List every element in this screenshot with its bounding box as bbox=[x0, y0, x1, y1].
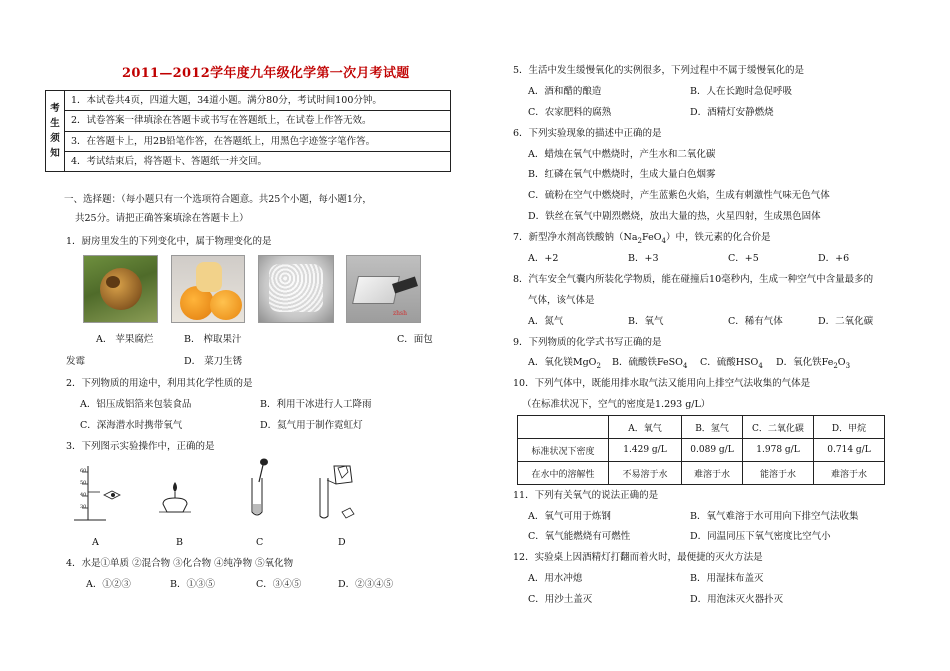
q9-subscript: 2 bbox=[833, 361, 838, 370]
question-10-stem: 10．下列气体中，既能用排水取气法又能用向上排空气法收集的气体是 bbox=[513, 378, 811, 389]
question-12-option-c: C．用沙土盖灭 bbox=[528, 594, 593, 605]
table-cell: 0.714 g/L bbox=[814, 439, 885, 462]
graduated-cylinder-figure bbox=[70, 462, 130, 524]
table-cell: 难溶于水 bbox=[814, 462, 885, 485]
question-5-stem: 5．生活中发生缓慢氧化的实例很多，下列过程中不属于缓慢氧化的是 bbox=[513, 65, 805, 76]
question-9-option-a bbox=[528, 356, 601, 373]
question-11-option-d: D．同温同压下氧气密度比空气小 bbox=[690, 531, 831, 542]
q7-stem-text: ）中，铁元素的化合价是 bbox=[665, 232, 771, 243]
q9-subscript: 4 bbox=[682, 361, 688, 370]
question-12-option-b: B．用湿抹布盖灭 bbox=[690, 573, 764, 584]
question-9-option-b bbox=[612, 356, 687, 373]
q7-subscript: 2 bbox=[637, 236, 642, 245]
table-cell: 标准状况下密度 bbox=[518, 439, 609, 462]
question-1-option-c: C．面包 bbox=[397, 334, 433, 345]
question-5-option-d: D．酒精灯安静燃烧 bbox=[690, 107, 774, 118]
question-1-option-d: D． 菜刀生锈 bbox=[184, 356, 243, 367]
question-5-option-b: B．人在长跑时急促呼吸 bbox=[690, 86, 792, 97]
question-1-option-c-cont: 发霉 bbox=[66, 356, 86, 367]
cylinder-tick-label: 30 bbox=[80, 504, 87, 510]
q9-subscript: 2 bbox=[596, 361, 601, 370]
table-cell: 0.089 g/L bbox=[682, 439, 743, 462]
q9-formula: O bbox=[837, 357, 846, 368]
juicing-image bbox=[171, 255, 245, 323]
question-4-stem: 4．水是①单质 ②混合物 ③化合物 ④纯净物 ⑤氧化物 bbox=[66, 558, 294, 569]
question-9-stem: 9．下列物质的化学式书写正确的是 bbox=[513, 337, 662, 348]
question-11-option-b: B．氧气难溶于水可用向下排空气法收集 bbox=[690, 511, 859, 522]
table-header-cell: C．二氧化碳 bbox=[743, 416, 814, 439]
question-11-stem: 11．下列有关氧气的说法正确的是 bbox=[513, 490, 659, 501]
question-8-option-a: A．氮气 bbox=[528, 316, 564, 327]
question-11-option-a: A．氧气可用于炼钢 bbox=[528, 511, 611, 522]
notice-label-char: 知 bbox=[50, 148, 60, 159]
table-cell: 在水中的溶解性 bbox=[518, 462, 609, 485]
question-4-option-d: D．②③④⑤ bbox=[338, 579, 394, 590]
question-11-option-c: C．氧气能燃烧有可燃性 bbox=[528, 531, 631, 542]
exam-notice-box bbox=[45, 90, 451, 172]
question-6-option-b: B．红磷在氧气中燃烧时，生成大量白色烟雾 bbox=[528, 169, 716, 180]
q9-option-text: C．硫酸HSO bbox=[700, 357, 759, 368]
gas-properties-table bbox=[517, 415, 885, 485]
question-6-option-a: A．蜡烛在氧气中燃烧时，产生水和二氧化碳 bbox=[528, 149, 716, 160]
question-5-option-a: A．酒和醋的酿造 bbox=[528, 86, 602, 97]
table-header-cell: D．甲烷 bbox=[814, 416, 885, 439]
question-2-stem: 2．下列物质的用途中，利用其化学性质的是 bbox=[66, 378, 253, 389]
q7-subscript: 4 bbox=[661, 236, 666, 245]
moldy-bread-image bbox=[258, 255, 334, 323]
notice-line: 4．考试结束后，将答题卡、答题纸一并交回。 bbox=[65, 151, 451, 171]
question-4-option-b: B．①③⑤ bbox=[170, 579, 215, 590]
question-2-option-c: C．深海潜水时携带氧气 bbox=[80, 420, 183, 431]
question-3-stem: 3．下列图示实验操作中，正确的是 bbox=[66, 441, 215, 452]
question-12-option-d: D．用泡沫灭火器扑灭 bbox=[690, 594, 784, 605]
notice-label bbox=[46, 91, 65, 172]
question-8-option-c: C．稀有气体 bbox=[728, 316, 783, 327]
question-7-option-a: A．+2 bbox=[528, 253, 559, 264]
q9-option-text: B．硫酸铁FeSO bbox=[612, 357, 683, 368]
dropper-test-tube-figure bbox=[244, 458, 274, 520]
question-6-option-c: C．硫粉在空气中燃烧时，产生蓝紫色火焰，生成有刺激性气味无色气体 bbox=[528, 190, 830, 201]
question-4-option-a: A．①②③ bbox=[86, 579, 131, 590]
question-2-option-a: A．铝压成铝箔来包装食品 bbox=[80, 399, 192, 410]
table-cell: 能溶于水 bbox=[743, 462, 814, 485]
question-1-stem: 1．厨房里发生的下列变化中，属于物理变化的是 bbox=[66, 236, 272, 247]
question-6-stem: 6．下列实验现象的描述中正确的是 bbox=[513, 128, 662, 139]
question-7-stem bbox=[513, 231, 770, 248]
cylinder-tick-label: 60 bbox=[80, 468, 87, 474]
question-1-option-b: B． 榨取果汁 bbox=[184, 334, 242, 345]
q7-stem-text: 7．新型净水剂高铁酸钠（Na bbox=[513, 232, 638, 243]
question-12-option-a: A．用水冲熄 bbox=[528, 573, 583, 584]
table-header-row bbox=[518, 416, 885, 439]
question-3-label-a: A bbox=[92, 537, 99, 548]
question-7-option-b: B．+3 bbox=[628, 253, 659, 264]
table-header-cell: A．氧气 bbox=[609, 416, 682, 439]
notice-line: 1．本试卷共4页，四道大题，34道小题。满分80分，考试时间100分钟。 bbox=[65, 91, 451, 111]
table-cell: 1.978 g/L bbox=[743, 439, 814, 462]
question-10-note: （在标准状况下，空气的密度是1.293 g/L） bbox=[522, 399, 711, 410]
question-8-stem-cont: 气体，该气体是 bbox=[528, 295, 595, 306]
notice-label-char: 考 bbox=[50, 103, 60, 114]
q9-subscript: 3 bbox=[845, 361, 851, 370]
question-4-option-c: C．③④⑤ bbox=[256, 579, 302, 590]
question-3-label-c: C bbox=[256, 537, 264, 548]
question-8-option-d: D．二氧化碳 bbox=[818, 316, 874, 327]
question-9-option-c bbox=[700, 356, 763, 373]
table-header-cell bbox=[518, 416, 609, 439]
question-8-stem: 8．汽车安全气囊内所装化学物质，能在碰撞后10毫秒内，生成一种空气中含量最多的 bbox=[513, 274, 874, 285]
q9-option-text: A．氧化镁MgO bbox=[528, 357, 597, 368]
table-cell: 难溶于水 bbox=[682, 462, 743, 485]
question-7-option-d: D．+6 bbox=[818, 253, 850, 264]
table-cell: 1.429 g/L bbox=[609, 439, 682, 462]
pouring-liquid-figure bbox=[312, 462, 362, 522]
question-2-option-d: D．氦气用于制作霓虹灯 bbox=[260, 420, 363, 431]
question-7-option-c: C．+5 bbox=[728, 253, 759, 264]
q9-subscript: 4 bbox=[758, 361, 763, 370]
notice-label-char: 须 bbox=[50, 133, 60, 144]
question-2-option-b: B．利用干冰进行人工降雨 bbox=[260, 399, 372, 410]
question-1-option-a: A． 苹果腐烂 bbox=[96, 334, 154, 345]
alcohol-lamp-figure bbox=[155, 476, 195, 516]
question-3-label-d: D bbox=[338, 537, 346, 548]
cylinder-tick-label: 50 bbox=[80, 480, 87, 486]
section1-instruction-cont: 共25分。请把正确答案填涂在答题卡上） bbox=[75, 213, 249, 224]
table-cell: 不易溶于水 bbox=[609, 462, 682, 485]
notice-line: 2．试卷答案一律填涂在答题卡或书写在答题纸上，在试卷上作答无效。 bbox=[65, 111, 451, 131]
notice-label-char: 生 bbox=[50, 118, 60, 129]
notice-line: 3．在答题卡上，用2B铅笔作答，在答题纸上，用黑色字迹签字笔作答。 bbox=[65, 131, 451, 151]
question-5-option-c: C．农家肥料的腐熟 bbox=[528, 107, 612, 118]
exam-title: 2011—2012学年度九年级化学第一次月考试题 bbox=[122, 66, 410, 81]
question-8-option-b: B．氧气 bbox=[628, 316, 664, 327]
rotten-apple-image bbox=[83, 255, 158, 323]
q9-option-text: D．氧化铁Fe bbox=[776, 357, 834, 368]
question-12-stem: 12．实验桌上因酒精灯打翻而着火时，最便捷的灭火方法是 bbox=[513, 552, 763, 563]
table-header-cell: B．氢气 bbox=[682, 416, 743, 439]
question-6-option-d: D．铁丝在氧气中剧烈燃烧，放出大量的热，火星四射，生成黑色固体 bbox=[528, 211, 821, 222]
q7-formula: FeO bbox=[642, 232, 662, 243]
table-row bbox=[518, 439, 885, 462]
question-3-label-b: B bbox=[176, 537, 183, 548]
question-9-option-d bbox=[776, 356, 850, 373]
table-row bbox=[518, 462, 885, 485]
section1-instruction: 一、选择题：（每小题只有一个选项符合题意。共25个小题，每小题1分， bbox=[64, 194, 372, 205]
cylinder-tick-label: 40 bbox=[80, 492, 87, 498]
rusty-knife-image: zhsh bbox=[346, 255, 421, 323]
